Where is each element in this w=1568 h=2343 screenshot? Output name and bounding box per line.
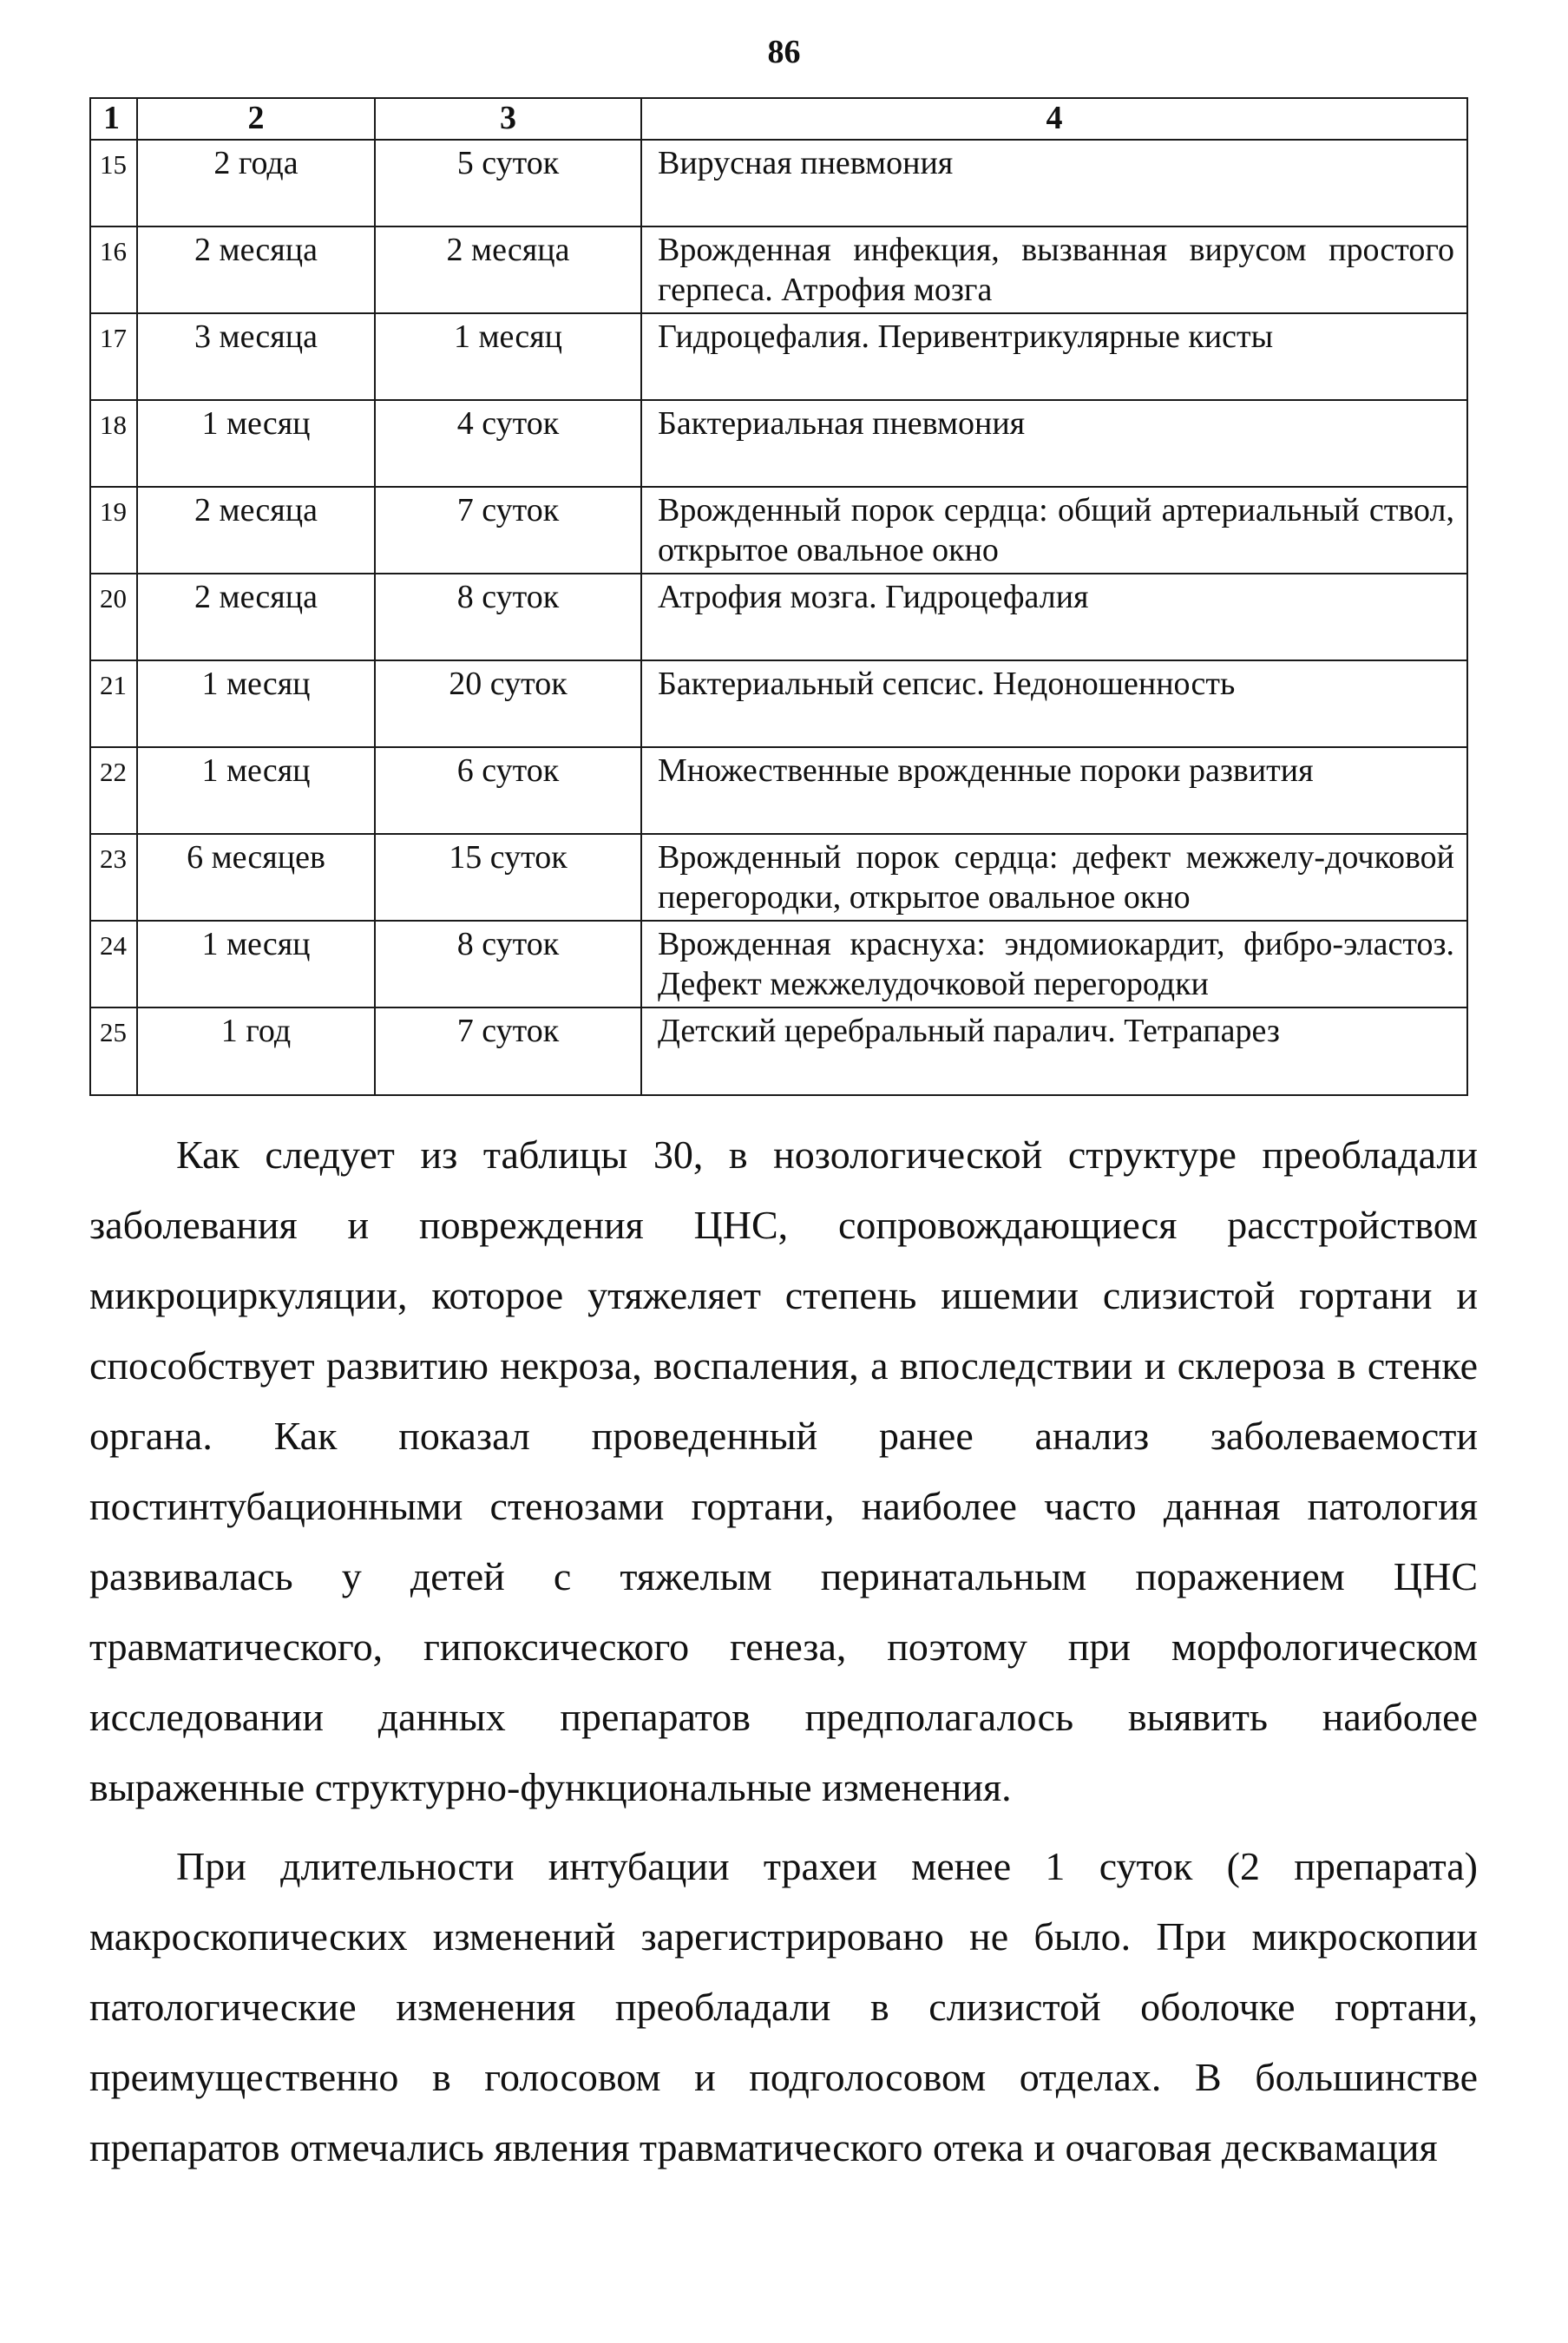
column-header: 1 (90, 98, 137, 140)
row-number: 16 (90, 226, 137, 313)
table-row (90, 921, 1467, 1007)
duration-cell: 1 месяц (375, 313, 641, 400)
table-row (90, 574, 1467, 660)
age-cell: 1 месяц (137, 660, 375, 747)
table-row (90, 747, 1467, 834)
duration-cell: 15 суток (375, 834, 641, 921)
diagnosis-cell: Бактериальная пневмония (641, 400, 1467, 487)
table-row (90, 140, 1467, 226)
age-cell: 1 год (137, 1007, 375, 1095)
diagnosis-cell: Врожденный порок сердца: дефект межжелу-дочковой перегородки, открытое овальное окно (641, 834, 1467, 921)
duration-cell: 7 суток (375, 487, 641, 574)
diagnosis-cell: Детский церебральный паралич. Тетрапарез (641, 1007, 1467, 1095)
row-number: 17 (90, 313, 137, 400)
table-header-row (90, 98, 1467, 140)
age-cell: 2 месяца (137, 574, 375, 660)
page-number: 86 (767, 34, 801, 70)
row-number: 25 (90, 1007, 137, 1095)
row-number: 24 (90, 921, 137, 1007)
table-row (90, 834, 1467, 921)
table-row (90, 313, 1467, 400)
duration-cell: 8 суток (375, 921, 641, 1007)
row-number: 15 (90, 140, 137, 226)
diagnosis-cell: Вирусная пневмония (641, 140, 1467, 226)
column-header: 3 (375, 98, 641, 140)
diagnosis-cell: Гидроцефалия. Перивентрикулярные кисты (641, 313, 1467, 400)
duration-cell: 7 суток (375, 1007, 641, 1095)
age-cell: 2 месяца (137, 226, 375, 313)
column-header: 2 (137, 98, 375, 140)
row-number: 21 (90, 660, 137, 747)
row-number: 22 (90, 747, 137, 834)
table-row (90, 660, 1467, 747)
age-cell: 1 месяц (137, 921, 375, 1007)
row-number: 20 (90, 574, 137, 660)
table-row (90, 487, 1467, 574)
age-cell: 6 месяцев (137, 834, 375, 921)
data-table (89, 97, 1468, 1096)
row-number: 19 (90, 487, 137, 574)
diagnosis-cell: Врожденный порок сердца: общий артериальный ствол, открытое овальное окно (641, 487, 1467, 574)
duration-cell: 6 суток (375, 747, 641, 834)
diagnosis-cell: Атрофия мозга. Гидроцефалия (641, 574, 1467, 660)
duration-cell: 20 суток (375, 660, 641, 747)
age-cell: 1 месяц (137, 747, 375, 834)
age-cell: 1 месяц (137, 400, 375, 487)
table-row (90, 400, 1467, 487)
duration-cell: 2 месяца (375, 226, 641, 313)
diagnosis-cell: Множественные врожденные пороки развития (641, 747, 1467, 834)
body-paragraph: Как следует из таблицы 30, в нозологической структуре преобладали заболевания и повреждения ЦНС, сопровождающиеся расстройством микроциркуляции, которое утяжеляет степень ишемии слизистой гортани и способствует развитию некроза, воспаления, а впоследствии и склероза в стенке органа. Как показал проведенный ранее анализ заболеваемости постинтубационными стенозами гортани, наиболее часто данная патология развивалась у детей с тяжелым перинатальным поражением ЦНС травматического, гипоксического генеза, поэтому при морфологическом исследовании данных препаратов предполагалось выявить наиболее выраженные структурно-функциональные изменения. (89, 1132, 1478, 1809)
age-cell: 2 месяца (137, 487, 375, 574)
table-row (90, 226, 1467, 313)
age-cell: 2 года (137, 140, 375, 226)
diagnosis-cell: Бактериальный сепсис. Недоношенность (641, 660, 1467, 747)
diagnosis-cell: Врожденная краснуха: эндомиокардит, фибро-эластоз. Дефект межжелудочковой перегородки (641, 921, 1467, 1007)
body-paragraph: При длительности интубации трахеи менее 1 суток (2 препарата) макроскопических изменений зарегистрировано не было. При микроскопии патологические изменения преобладали в слизистой оболочке гортани, преимущественно в голосовом и подголосовом отделах. В большинстве препаратов отмечались явления травматического отека и очаговая десквамация (89, 1844, 1478, 2169)
duration-cell: 8 суток (375, 574, 641, 660)
duration-cell: 4 суток (375, 400, 641, 487)
column-header: 4 (641, 98, 1467, 140)
row-number: 23 (90, 834, 137, 921)
row-number: 18 (90, 400, 137, 487)
table-row (90, 1007, 1467, 1095)
diagnosis-cell: Врожденная инфекция, вызванная вирусом простого герпеса. Атрофия мозга (641, 226, 1467, 313)
age-cell: 3 месяца (137, 313, 375, 400)
duration-cell: 5 суток (375, 140, 641, 226)
